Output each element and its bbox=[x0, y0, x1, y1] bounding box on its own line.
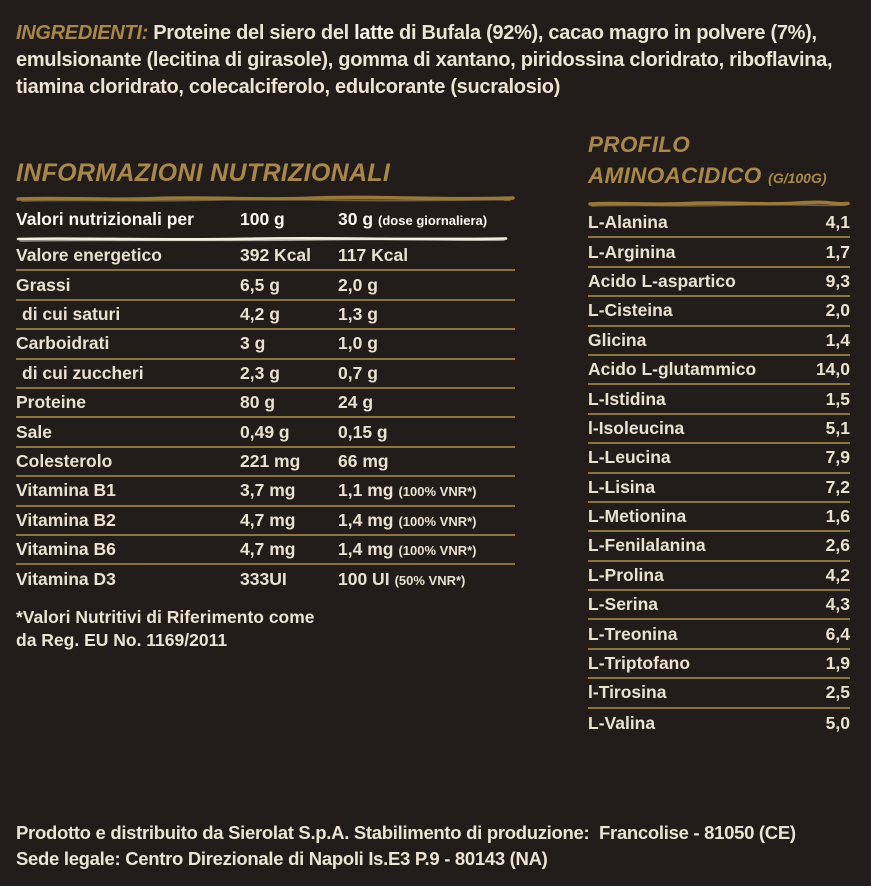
nutrient-name: Vitamina D3 bbox=[16, 569, 116, 590]
amino-name: L-Istidina bbox=[588, 388, 666, 409]
amino-value: 1,7 bbox=[825, 241, 850, 262]
amino-title-unit: (G/100G) bbox=[768, 170, 827, 186]
amino-name: L-Valina bbox=[588, 712, 656, 733]
amino-table-row bbox=[588, 356, 850, 385]
amino-panel bbox=[588, 129, 850, 738]
amino-value: 1,4 bbox=[825, 329, 850, 350]
vnr-footnote: *Valori Nutritivi di Riferimento come da Reg. EU No. 1169/2011 bbox=[16, 607, 315, 650]
nutrient-value-100g: 4,2 g bbox=[240, 303, 280, 324]
amino-table-row bbox=[588, 238, 850, 267]
ingredients-text-1: Proteine del siero del bbox=[147, 22, 355, 44]
amino-table-row bbox=[588, 415, 850, 444]
nutrient-value-30g: 100 UI (50% VNR*) bbox=[338, 569, 466, 590]
nutrient-value-30g: 24 g bbox=[338, 392, 374, 413]
nutrient-value-100g: 2,3 g bbox=[240, 362, 280, 383]
amino-value: 4,2 bbox=[825, 564, 850, 585]
ingredients-text-2: di Bufala (92%), cacao magro in polvere (7%), emulsionante (lecitina di girasole), gomma di xantano, piridossina cloridrato, riboflavina, tiamina cloridrato, colecalciferolo, edulcorante (sucralosio) bbox=[16, 22, 833, 98]
amino-table-row bbox=[588, 444, 850, 473]
amino-table-row bbox=[588, 650, 850, 679]
nutrient-value-30g: 66 mg bbox=[338, 450, 389, 471]
nutrient-name: Carboidrati bbox=[16, 333, 110, 354]
nutrition-table-row bbox=[16, 389, 515, 418]
nutrient-value-100g: 6,5 g bbox=[240, 274, 280, 295]
nutrition-table-row bbox=[16, 477, 515, 506]
amino-name: L-Triptofano bbox=[588, 653, 691, 674]
amino-name: Glicina bbox=[588, 329, 647, 350]
nutrient-value-30g: 1,4 mg (100% VNR*) bbox=[338, 539, 477, 560]
nutrition-table-header bbox=[16, 203, 515, 236]
nutrient-name: Valore energetico bbox=[16, 245, 162, 266]
nutrient-value-30g: 0,7 g bbox=[338, 362, 378, 383]
amino-value: 2,0 bbox=[825, 300, 850, 321]
gold-brush-underline bbox=[588, 199, 850, 208]
amino-value: 1,6 bbox=[825, 506, 850, 527]
amino-name: Acido L-glutammico bbox=[588, 359, 757, 380]
nutrition-table bbox=[16, 242, 515, 595]
nutrient-name: Vitamina B1 bbox=[16, 480, 116, 501]
amino-value: 4,1 bbox=[825, 212, 850, 233]
amino-value: 4,3 bbox=[825, 594, 850, 615]
nutrient-name: Grassi bbox=[16, 274, 71, 295]
amino-value: 6,4 bbox=[825, 623, 850, 644]
nutrient-vnr-note: (100% VNR*) bbox=[398, 543, 477, 559]
amino-name: l-Isoleucina bbox=[588, 417, 685, 438]
amino-table-row bbox=[588, 327, 850, 356]
nutrition-table-row bbox=[16, 507, 515, 536]
amino-value: 5,0 bbox=[825, 712, 850, 733]
amino-table-row bbox=[588, 591, 850, 620]
amino-name: L-Serina bbox=[588, 594, 659, 615]
ingredients-paragraph bbox=[16, 20, 861, 101]
nutrient-value-100g: 333UI bbox=[240, 569, 287, 590]
nutrition-title: INFORMAZIONI NUTRIZIONALI bbox=[16, 159, 391, 187]
amino-table-row bbox=[588, 268, 850, 297]
producer-info: Prodotto e distribuito da Sierolat S.p.A. Stabilimento di produzione: Francolise - 81050 (CE) Sede legale: Centro Direzionale di Napoli Is.E3 P.9 - 80143 (NA) bbox=[16, 822, 796, 869]
nutrition-table-row bbox=[16, 360, 515, 389]
nutrient-value-100g: 3 g bbox=[240, 333, 266, 354]
nutrient-vnr-note: (100% VNR*) bbox=[398, 513, 477, 529]
nutrient-name: Colesterolo bbox=[16, 450, 113, 471]
nutrient-name: Proteine bbox=[16, 392, 87, 413]
nutrient-value-100g: 392 Kcal bbox=[240, 245, 312, 266]
nutrition-table-row bbox=[16, 418, 515, 447]
nutrient-value-30g: 2,0 g bbox=[338, 274, 378, 295]
nutrition-header-100g: 100 g bbox=[240, 209, 285, 229]
amino-name: Acido L-aspartico bbox=[588, 270, 736, 291]
amino-value: 2,6 bbox=[825, 535, 850, 556]
nutrient-value-100g: 0,49 g bbox=[240, 421, 290, 442]
nutrition-table-row bbox=[16, 271, 515, 300]
nutrient-value-100g: 4,7 mg bbox=[240, 509, 296, 530]
nutrition-table-row bbox=[16, 448, 515, 477]
nutrition-table-row bbox=[16, 301, 515, 330]
amino-name: L-Leucina bbox=[588, 447, 671, 468]
amino-table-row bbox=[588, 532, 850, 561]
nutrient-value-30g: 1,3 g bbox=[338, 303, 378, 324]
amino-table-row bbox=[588, 562, 850, 591]
amino-name: l-Tirosina bbox=[588, 682, 667, 703]
amino-name: L-Alanina bbox=[588, 212, 668, 233]
nutrient-value-30g: 1,4 mg (100% VNR*) bbox=[338, 509, 477, 530]
nutrition-table-row bbox=[16, 565, 515, 594]
amino-value: 7,9 bbox=[825, 447, 850, 468]
amino-value: 14,0 bbox=[815, 359, 850, 380]
amino-table-row bbox=[588, 503, 850, 532]
nutrient-name: di cui saturi bbox=[22, 303, 121, 324]
amino-table-row bbox=[588, 620, 850, 649]
amino-value: 1,5 bbox=[825, 388, 850, 409]
nutrition-table-row bbox=[16, 242, 515, 271]
amino-name: L-Lisina bbox=[588, 476, 656, 497]
ingredients-heading: INGREDIENTI: bbox=[16, 22, 148, 44]
nutrient-vnr-note: (50% VNR*) bbox=[394, 573, 466, 589]
amino-title: PROFILO AMINOACIDICO (G/100G) bbox=[588, 132, 827, 188]
nutrient-name: Sale bbox=[16, 421, 52, 442]
nutrition-table-row bbox=[16, 330, 515, 359]
nutrient-name: Vitamina B6 bbox=[16, 539, 116, 560]
nutrient-name: Vitamina B2 bbox=[16, 509, 116, 530]
nutrient-value-100g: 221 mg bbox=[240, 450, 301, 471]
amino-name: L-Arginina bbox=[588, 241, 676, 262]
nutrition-header-30g-note: (dose giornaliera) bbox=[378, 213, 488, 228]
amino-name: L-Fenilalanina bbox=[588, 535, 706, 556]
amino-name: L-Prolina bbox=[588, 564, 664, 585]
amino-table-row bbox=[588, 474, 850, 503]
amino-value: 7,2 bbox=[825, 476, 850, 497]
nutrition-table-row bbox=[16, 536, 515, 565]
amino-value: 1,9 bbox=[825, 653, 850, 674]
amino-table-row bbox=[588, 385, 850, 414]
gold-brush-underline bbox=[16, 194, 515, 203]
amino-table-row bbox=[588, 709, 850, 738]
nutrient-value-100g: 4,7 mg bbox=[240, 539, 296, 560]
nutrient-vnr-note: (100% VNR*) bbox=[398, 484, 477, 500]
amino-table-row bbox=[588, 679, 850, 708]
amino-value: 2,5 bbox=[825, 682, 850, 703]
nutrient-value-30g: 0,15 g bbox=[338, 421, 388, 442]
nutrient-value-30g: 117 Kcal bbox=[338, 245, 409, 266]
nutrient-value-100g: 80 g bbox=[240, 392, 276, 413]
amino-name: L-Metionina bbox=[588, 506, 687, 527]
nutrient-value-30g: 1,1 mg (100% VNR*) bbox=[338, 480, 477, 501]
nutrition-panel bbox=[16, 160, 515, 595]
nutrient-value-100g: 3,7 mg bbox=[240, 480, 296, 501]
amino-table bbox=[588, 209, 850, 738]
amino-value: 5,1 bbox=[825, 417, 850, 438]
ingredients-allergen-word: latte bbox=[354, 22, 394, 44]
nutrient-name: di cui zuccheri bbox=[22, 362, 144, 383]
amino-name: L-Treonina bbox=[588, 623, 678, 644]
nutrition-header-30g: 30 g (dose giornaliera) bbox=[338, 209, 488, 229]
nutrient-value-30g: 1,0 g bbox=[338, 333, 378, 354]
amino-value: 9,3 bbox=[825, 270, 850, 291]
amino-table-row bbox=[588, 209, 850, 238]
amino-table-row bbox=[588, 297, 850, 326]
amino-name: L-Cisteina bbox=[588, 300, 673, 321]
nutrition-header-label: Valori nutrizionali per bbox=[16, 209, 194, 229]
